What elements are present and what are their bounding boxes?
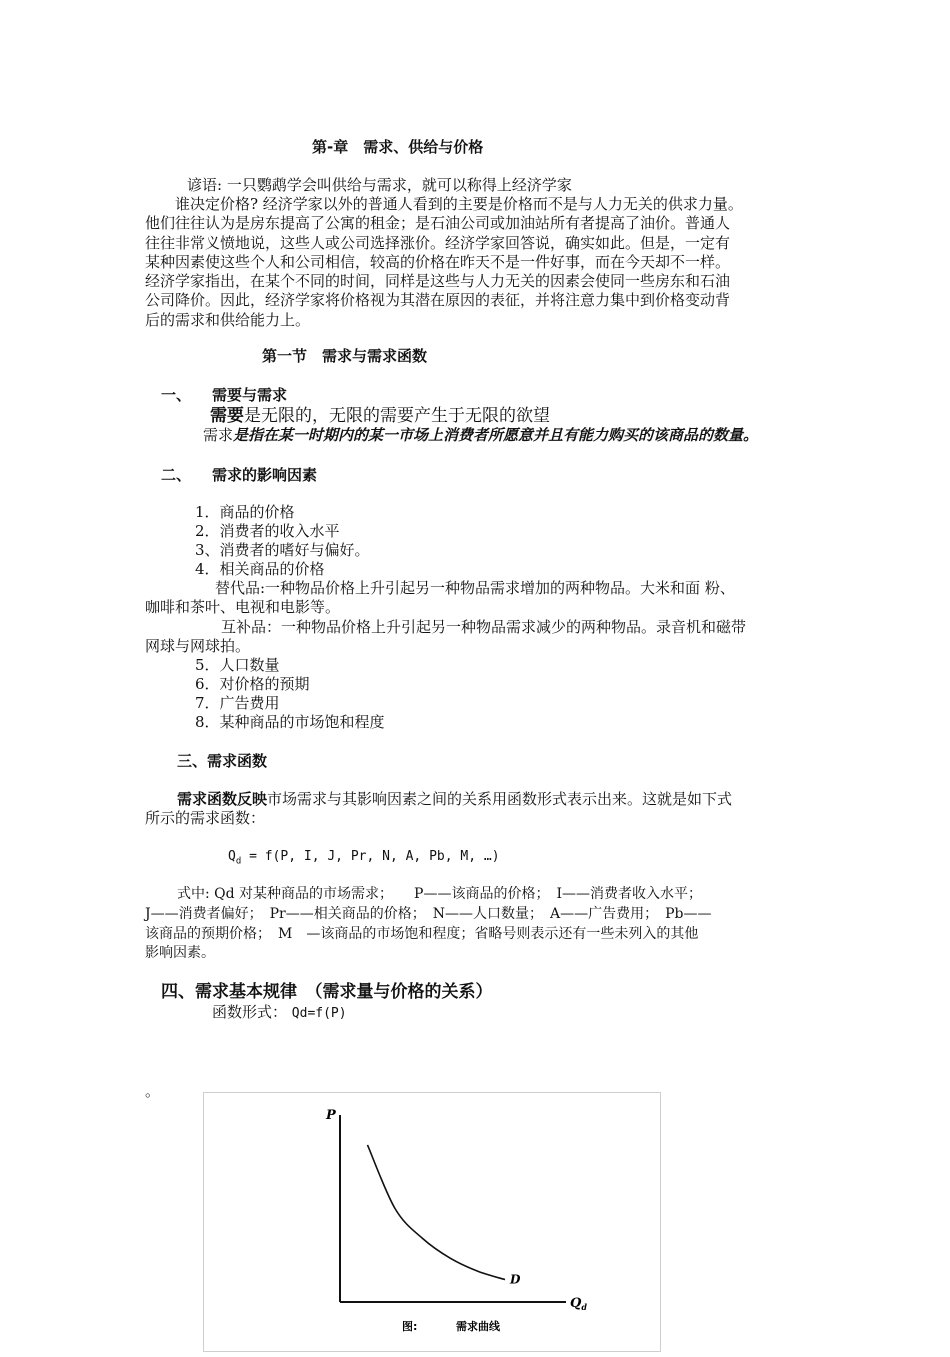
stray-mark: 。	[145, 1082, 161, 1100]
explain-line: J——消费者偏好； Pr——相关商品的价格； N——人口数量； A——广告费用； Pb——	[145, 906, 712, 922]
proverb: 谚语: 一只鹦鹉学会叫供给与需求，就可以称得上经济学家	[187, 176, 572, 194]
factor-item: 6．对价格的预期	[195, 675, 310, 693]
need-term: 需要	[210, 406, 244, 426]
formula-q: Q	[228, 849, 236, 864]
x-axis-label	[570, 1296, 587, 1312]
x-axis-label-q: Q	[570, 1296, 582, 1311]
demand-definition	[203, 426, 758, 445]
demand-curve-line	[368, 1145, 506, 1280]
part4-heading: 四、需求基本规律 （需求量与价格的关系）	[161, 982, 493, 1002]
intro-line: 后的需求和供给能力上。	[145, 310, 311, 329]
part3-heading: 三、需求函数	[177, 752, 268, 770]
chapter-title: 第-章 需求、供给与价格	[312, 138, 484, 156]
formula-rest: = f(P, I, J, Pr, N, A, Pb, M, …)	[241, 849, 500, 864]
need-text: 是无限的，无限的需要产生于无限的欲望	[244, 406, 550, 426]
part1-heading: 需要与需求	[212, 386, 288, 404]
section-title: 第一节 需求与需求函数	[262, 347, 428, 365]
substitutes-line: 替代品:一种物品价格上升引起另一种物品需求增加的两种物品。大米和面 粉、	[215, 579, 735, 597]
figure-caption-prefix: 图:	[402, 1320, 418, 1333]
demand-curve-chart	[204, 1093, 662, 1353]
demand-text: 是指在某一时期内的某一市场上消费者所愿意并且有能力购买的该商品的数量。	[233, 426, 759, 444]
intro-line: 某种因素使这些个人和公司相信，较高的价格在昨天不是一件好事，而在今天却不一样。	[145, 252, 731, 271]
intro-line: 他们往往认为是房东提高了公寓的租金；是石油公司或加油站所有者提高了油价。普通人	[145, 214, 731, 233]
factor-item: 7．广告费用	[195, 694, 280, 712]
intro-line: 公司降价。因此，经济学家将价格视为其潜在原因的表征，并将注意力集中到价格变动背	[145, 291, 731, 310]
figure-caption: 需求曲线	[456, 1320, 500, 1333]
demand-curve-label: D	[510, 1272, 521, 1287]
explain-line: 影响因素。	[145, 945, 215, 961]
factor-item: 3、消费者的嗜好与偏好。	[195, 541, 370, 559]
part2-number: 二、	[161, 466, 192, 484]
function-form-formula: Qd=f(P)	[291, 1006, 347, 1021]
demand-curve-figure	[203, 1092, 661, 1352]
factor-item: 8．某种商品的市场饱和程度	[195, 713, 385, 731]
demand-function-lead	[177, 790, 732, 809]
x-axis-label-sub: d	[581, 1302, 587, 1312]
demand-function-formula	[228, 847, 500, 872]
complements-line: 网球与网球拍。	[145, 637, 251, 655]
demand-function-term: 需求函数反映	[177, 790, 268, 808]
factor-item: 1．商品的价格	[195, 503, 295, 521]
demand-function-text: 市场需求与其影响因素之间的关系用函数形式表示出来。这就是如下式	[267, 790, 733, 808]
demand-term: 需求	[203, 426, 234, 444]
function-form-label: 函数形式：	[212, 1003, 288, 1021]
substitutes-line: 咖啡和茶叶、电视和电影等。	[145, 598, 341, 616]
y-axis-label: P	[326, 1108, 336, 1123]
explain-line: 该商品的预期价格； M —该商品的市场饱和程度；省略号则表示还有一些未列入的其他	[145, 926, 699, 942]
intro-line: 往往非常义愤地说，这些人或公司选择涨价。经济学家回答说，确实如此。但是，一定有	[145, 233, 731, 252]
factor-item: 2．消费者的收入水平	[195, 522, 340, 540]
demand-function-text-line2: 所示的需求函数：	[145, 809, 266, 827]
factor-item: 4．相关商品的价格	[195, 560, 325, 578]
complements-line: 互补品：一种物品价格上升引起另一种物品需求减少的两种物品。录音机和磁带	[221, 618, 747, 636]
factor-item: 5．人口数量	[195, 656, 280, 674]
function-form	[212, 1003, 347, 1023]
part1-number: 一、	[161, 386, 192, 404]
formula-sub: d	[235, 856, 242, 867]
explain-line: 式中: Qd 对某种商品的市场需求； P——该商品的价格； I——消费者收入水平；	[177, 886, 703, 902]
intro-line: 经济学家指出，在某个不同的时间，同样是这些与人力无关的因素会使同一些房东和石油	[145, 272, 731, 291]
intro-line: 谁决定价格? 经济学家以外的普通人看到的主要是价格而不是与人力无关的供求力量。	[145, 195, 743, 213]
intro-paragraph	[145, 195, 817, 330]
need-definition	[210, 405, 550, 427]
part2-heading: 需求的影响因素	[212, 466, 318, 484]
